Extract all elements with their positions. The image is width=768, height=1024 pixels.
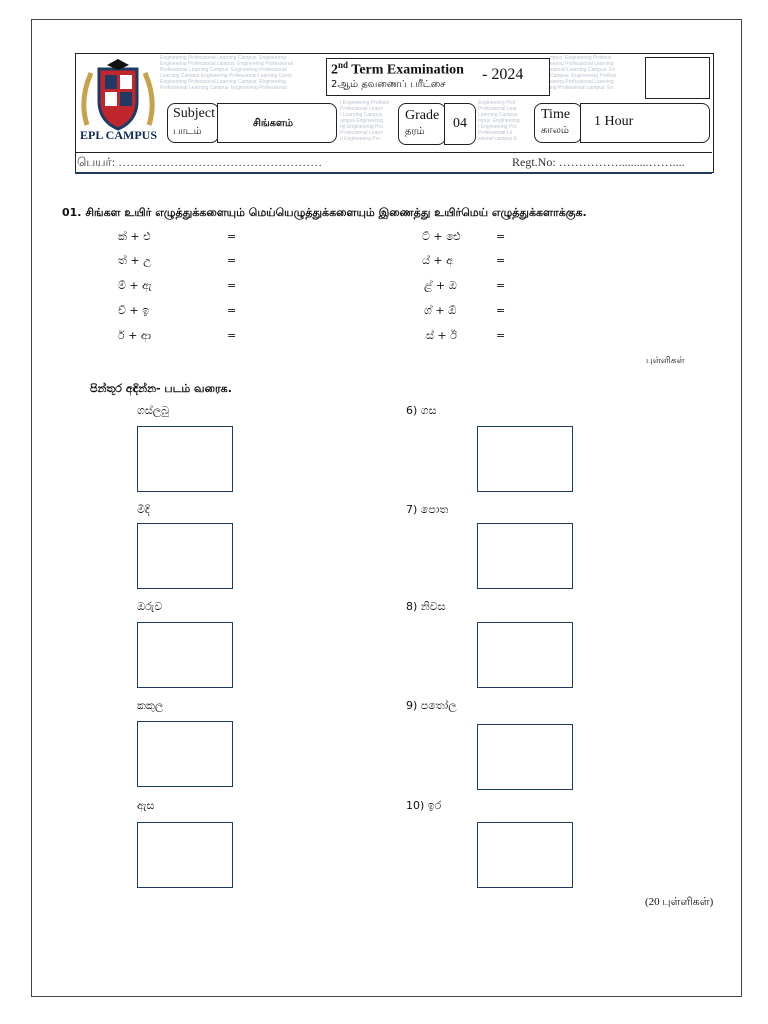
watermark-mid2: Engineering Prof Professional Lear Learning Campus mpus Engineering I Engineering Pro Professional Le ssional campus E [478, 100, 520, 142]
q1-right-item: ළ් + ඔ [424, 279, 457, 292]
q1-equals: = [496, 279, 506, 292]
drawing-box [137, 523, 233, 589]
exam-title: 2nd Term Examination [331, 60, 464, 78]
subject-label-en: Subject [173, 106, 215, 121]
exam-subtitle: 2ஆம் தவணைப் பரீட்சை [331, 79, 446, 90]
grade-label-ta: தரம் [405, 126, 425, 137]
drawing-box [137, 721, 233, 787]
draw-word-right: 6) ගස [406, 404, 437, 417]
q1-equals: = [496, 254, 506, 267]
q1-equals: = [227, 254, 237, 267]
watermark-right: mpus Engineering Professi eering Professional Learning ssional Learning Campus En Campus Engineering Profess eering Professional Learning ing Professional campus En [550, 55, 617, 91]
q1-equals: = [496, 304, 506, 317]
time-label-ta: காலம் [541, 125, 569, 136]
drawing-box [477, 622, 573, 688]
q1-equals: = [227, 279, 237, 292]
drawing-box [477, 822, 573, 888]
total-marks: (20 புள்ளிகள்) [645, 896, 714, 908]
drawing-box [137, 822, 233, 888]
watermark-left: Engineering Professional Learning Campus Engineering Engineering Professional campus Engineering Professional Professional Learning Campus Engineering Professional Learning Campus Engineering Professional Learning Camp Engineering Professional Learning Campus Engineering Professional Learning Campus Engineering Professional [160, 55, 293, 91]
q1-left-item: ක් + එ [118, 230, 151, 243]
q1-right-item: ග් + ඕ [424, 304, 457, 317]
subject-value: சிங்களம் [253, 118, 294, 129]
draw-word-right: 9) පතෝල [406, 699, 457, 712]
draw-word-left: ඇස [137, 799, 155, 812]
q1-left-item: ර් + ආ [118, 329, 151, 342]
exam-year: - 2024 [482, 66, 524, 83]
q1-right-item: ට් + ඓ [422, 230, 461, 243]
q1-right-item: ය් + අ [422, 254, 453, 267]
draw-word-left: කකුල [137, 699, 164, 712]
grade-label-en: Grade [405, 108, 440, 123]
draw-word-right: 7) පොත [406, 503, 449, 516]
drawing-box [477, 523, 573, 589]
name-field: பெயர்: …………………………………………… [77, 155, 323, 169]
drawing-box [137, 622, 233, 688]
q1-right-item: ස් + ඊ [426, 329, 457, 342]
regt-field: Regt.No: ……………..........…….... [512, 155, 685, 169]
subject-label-ta: பாடம் [173, 126, 202, 137]
q1-left-item: ත් + උ [118, 254, 152, 267]
q1-left-item: ම් + ඇ [118, 279, 152, 292]
draw-word-left: මිදි [137, 503, 150, 516]
watermark-mid: I Engineering Professi Professional Learni I Learning Campus ampus Engineering ng Engineering Pro Professional Learni n Engineering Pro [340, 100, 389, 142]
q1-left-item: ව් + ඉ [118, 304, 150, 317]
q1-equals: = [496, 329, 506, 342]
q1-equals: = [227, 230, 237, 243]
draw-word-left: ගස්ලබු [137, 404, 170, 417]
q1-equals: = [496, 230, 506, 243]
q1-equals: = [227, 329, 237, 342]
drawing-box [477, 724, 573, 790]
drawing-box [137, 426, 233, 492]
q1-marks-label: புள்ளிகள் [646, 356, 685, 366]
q1-equals: = [227, 304, 237, 317]
drawing-box [477, 426, 573, 492]
header-underline [75, 172, 712, 174]
draw-word-right: 8) නිවස [406, 600, 446, 613]
question-1-title: 01. சிங்கள உயிர் எழுத்துக்களையும் மெய்யெழுத்துக்களையும் இணைத்து உயிர்மெய் எழுத்துக்களாக்குக. [62, 206, 587, 219]
logo-text: EPL CAMPUS [80, 128, 158, 142]
draw-word-right: 10) ඉර [406, 799, 442, 812]
grade-value: 04 [453, 116, 467, 131]
question-2-title: පින්තූර අඳින්න- படம் வரைக. [90, 382, 232, 395]
marks-box [645, 57, 710, 99]
time-value: 1 Hour [594, 114, 634, 129]
time-label-en: Time [541, 107, 571, 122]
draw-word-left: ඔරුව [137, 600, 163, 613]
